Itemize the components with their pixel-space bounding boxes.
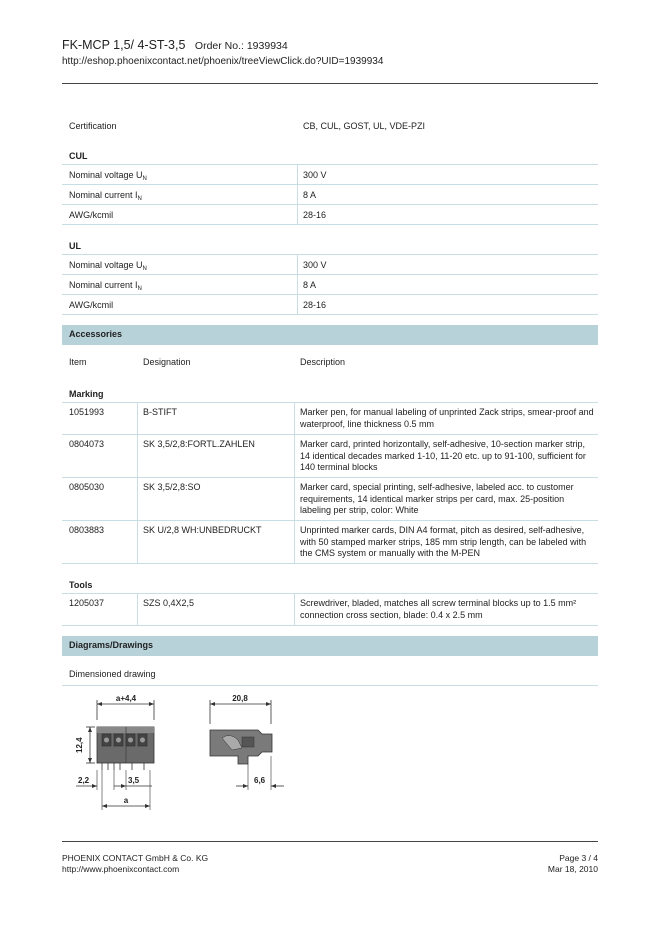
accessory-description: Marker card, special printing, self-adhesive, labeled acc. to customer requirements, 14 identical marker strips per card, max. 25-position labeling per strip, color: White	[300, 482, 574, 515]
accessory-row	[62, 478, 598, 521]
column-header-designation: Designation	[143, 357, 191, 367]
accessory-designation: SK U/2,8 WH:UNBEDRUCKT	[143, 525, 262, 535]
accessory-row	[62, 435, 598, 478]
certification-value: CB, CUL, GOST, UL, VDE-PZI	[303, 121, 426, 131]
accessories-column-headers	[62, 345, 598, 383]
ul-value: 28-16	[303, 300, 327, 310]
dim-height: 12,4	[75, 737, 84, 753]
page-header	[62, 38, 598, 67]
cul-value: 28-16	[303, 210, 327, 220]
accessory-designation: SZS 0,4X2,5	[143, 598, 195, 608]
cul-value: 8 A	[303, 190, 317, 200]
cul-title: CUL	[62, 145, 598, 165]
order-number: Order No.: 1939934	[194, 40, 288, 52]
marking-group-title: Marking	[62, 383, 598, 403]
ul-value: 8 A	[303, 280, 317, 290]
accessory-item-number: 0804073	[69, 439, 105, 449]
ul-title: UL	[62, 235, 598, 255]
page-number: Page 3 / 4	[559, 853, 598, 863]
accessory-row	[62, 403, 598, 435]
dim-length: a	[123, 796, 129, 805]
product-name: FK-MCP 1,5/ 4-ST-3,5	[62, 38, 186, 52]
accessory-description: Unprinted marker cards, DIN A4 format, pitch as desired, self-adhesive, with 50 stamped marker strips, 185 mm strip length, can be labeled with the CMS system or manually with the M-PEN	[300, 525, 587, 558]
ul-row	[62, 295, 598, 315]
dimensioned-drawing	[62, 690, 302, 815]
accessory-designation: SK 3,5/2,8:FORTL.ZAHLEN	[143, 439, 255, 449]
ul-key: Nominal current $I_N$	[69, 280, 142, 292]
accessory-item-number: 0805030	[69, 482, 105, 492]
footer-website[interactable]: http://www.phoenixcontact.com	[62, 864, 180, 874]
dimensioned-drawing-label: Dimensioned drawing	[62, 656, 598, 686]
tools-group-title: Tools	[62, 574, 598, 594]
accessory-row	[62, 521, 598, 564]
cul-value: 300 V	[303, 170, 327, 180]
certification-label: Certification	[69, 121, 117, 131]
dim-top-width: a+4,4	[115, 694, 137, 703]
ul-key: AWG/kcmil	[69, 300, 114, 310]
dim-left-offset: 2,2	[78, 776, 90, 785]
cul-key: Nominal voltage $U_N$	[69, 170, 147, 182]
accessory-item-number: 1051993	[69, 407, 105, 417]
product-url[interactable]: http://eshop.phoenixcontact.net/phoenix/treeViewClick.do?UID=1939934	[62, 56, 384, 67]
cul-row	[62, 165, 598, 185]
cul-key: AWG/kcmil	[69, 210, 114, 220]
ul-row	[62, 275, 598, 295]
cul-key: Nominal current $I_N$	[69, 190, 142, 202]
cul-row	[62, 185, 598, 205]
dim-side-depth: 6,6	[254, 776, 266, 785]
accessory-designation: SK 3,5/2,8:SO	[143, 482, 201, 492]
ul-row	[62, 255, 598, 275]
dim-side-width: 20,8	[232, 694, 248, 703]
accessories-section-title: Accessories	[62, 325, 598, 345]
title-line	[62, 38, 598, 54]
footer-company: PHOENIX CONTACT GmbH & Co. KG	[62, 853, 209, 863]
main-content	[62, 116, 598, 815]
header-divider	[62, 83, 598, 84]
diagrams-section-title: Diagrams/Drawings	[62, 636, 598, 656]
dim-pitch: 3,5	[128, 776, 140, 785]
cul-row	[62, 205, 598, 225]
accessory-description: Screwdriver, bladed, matches all screw terminal blocks up to 1.5 mm² connection cross section, blade: 0.4 x 2.5 mm	[300, 598, 577, 620]
accessory-description: Marker card, printed horizontally, self-adhesive, 10-section marker strip, 14 identical decades marked 1-10, 11-20 etc. up to 91-100, sufficient for 140 terminal blocks	[300, 439, 586, 472]
accessory-description: Marker pen, for manual labeling of unprinted Zack strips, smear-proof and waterproof, line thickness 0.5 mm	[300, 407, 594, 429]
accessory-item-number: 0803883	[69, 525, 105, 535]
accessory-item-number: 1205037	[69, 598, 105, 608]
footer-date: Mar 18, 2010	[547, 864, 598, 874]
column-header-description: Description	[300, 357, 346, 367]
accessory-designation: B-STIFT	[143, 407, 177, 417]
footer-divider	[62, 841, 598, 842]
column-header-item: Item	[69, 357, 87, 367]
ul-key: Nominal voltage $U_N$	[69, 260, 147, 272]
ul-value: 300 V	[303, 260, 327, 270]
accessory-row	[62, 594, 598, 626]
certification-row	[62, 116, 598, 136]
